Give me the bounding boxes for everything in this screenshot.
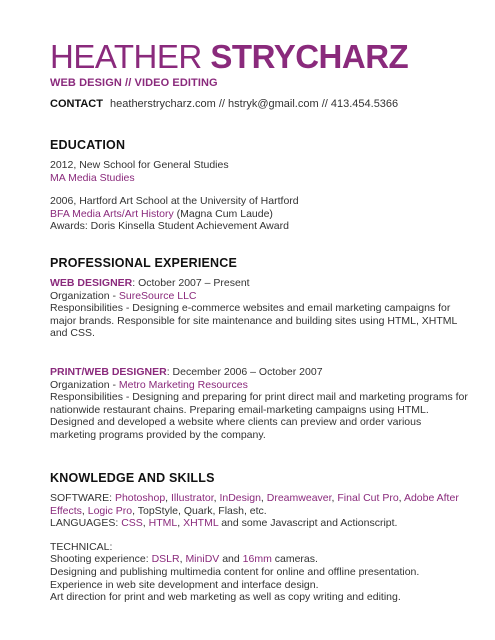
language-item: CSS	[121, 517, 143, 530]
job-title: PRINT/WEB DESIGNER	[50, 365, 167, 378]
job-org-line	[50, 290, 470, 303]
shooting-tail: cameras.	[271, 553, 318, 566]
education-awards: Awards: Doris Kinsella Student Achievement Award	[50, 220, 289, 233]
languages-label: LANGUAGES:	[50, 517, 122, 530]
education-degree-line	[50, 208, 470, 221]
software-item: Final Cut Pro	[337, 492, 399, 504]
tagline: WEB DESIGN // VIDEO EDITING	[50, 77, 218, 89]
software-item: Logic Pro	[87, 504, 133, 517]
software-item: Adobe After Effects	[50, 492, 459, 517]
education-degree: BFA Media Arts/Art History	[50, 207, 174, 220]
technical-line: Designing and publishing multimedia content for online and offline presentation.	[50, 565, 420, 578]
education-honors: (Magna Cum Laude)	[173, 207, 273, 220]
experience-heading: PROFESSIONAL EXPERIENCE	[50, 256, 238, 270]
software-item: InDesign	[219, 492, 261, 504]
software-label: SOFTWARE:	[50, 492, 115, 504]
shooting-line	[50, 553, 470, 566]
first-name: HEATHER	[50, 38, 202, 75]
education-entry-line: 2012, New School for General Studies	[50, 159, 229, 171]
job-dates: : December 2006 – October 2007	[166, 365, 323, 378]
job-org: SureSource LLC	[118, 289, 197, 302]
software-tail: , TopStyle, Quark, Flash, etc.	[132, 504, 267, 517]
technical-line: Art direction for print and web marketing as well as copy writing and editing.	[50, 591, 401, 604]
camera-item: MiniDV	[185, 553, 220, 566]
job-org: Metro Marketing Resources	[118, 378, 248, 391]
job-org-label: Organization -	[50, 378, 119, 391]
name-heading	[50, 40, 470, 74]
education-heading: EDUCATION	[50, 138, 126, 152]
camera-item: 16mm	[242, 553, 272, 566]
contact-text: heatherstrycharz.com // hstryk@gmail.com // 413.454.5366	[110, 98, 399, 110]
job-org-label: Organization -	[50, 289, 119, 302]
job-dates: : October 2007 – Present	[132, 277, 250, 289]
language-item: XHTML	[183, 517, 219, 530]
last-name: STRYCHARZ	[210, 38, 409, 75]
job-title-line	[50, 277, 470, 290]
education-degree: MA Media Studies	[50, 171, 135, 184]
language-item: HTML	[148, 517, 178, 530]
job-title-line	[50, 366, 470, 379]
education-section	[50, 138, 470, 233]
job-entry	[50, 277, 470, 340]
shooting-prefix: Shooting experience:	[50, 553, 152, 566]
job-org-line	[50, 379, 470, 392]
software-item: Photoshop	[114, 492, 166, 504]
resume-page	[50, 38, 470, 604]
separator: and	[219, 553, 243, 566]
contact-label: CONTACT	[50, 98, 103, 110]
technical-line: Experience in web site development and interface design.	[50, 578, 319, 591]
job-responsibilities: Responsibilities - Designing and preparing for print direct mail and marketing programs for nationwide restaurant chains. Preparing email-marketing campaigns using HTML. Designed and developed a website where clients can preview and order various marketing programs provided by the company.	[50, 391, 468, 441]
languages-line: LANGUAGES: CSS, HTML, XHTML and some Javascript and Actionscript.	[50, 517, 398, 530]
software-item: Dreamweaver	[266, 492, 332, 504]
separator: ,	[179, 553, 186, 566]
education-entry-line: 2006, Hartford Art School at the University of Hartford	[50, 195, 299, 208]
contact-line	[50, 98, 470, 110]
technical-label: TECHNICAL:	[50, 540, 113, 553]
job-title: WEB DESIGNER	[50, 277, 133, 289]
job-entry	[50, 366, 470, 442]
camera-item: DSLR	[151, 553, 180, 566]
software-item: Illustrator	[171, 492, 214, 504]
skills-section	[50, 471, 470, 604]
experience-section	[50, 256, 470, 442]
languages-tail: and some Javascript and Actionscript.	[218, 517, 398, 530]
resume-header	[50, 40, 470, 110]
skills-heading: KNOWLEDGE AND SKILLS	[50, 471, 215, 485]
job-responsibilities: Responsibilities - Designing e-commerce websites and email marketing campaigns for major brands. Responsible for site maintenance and building sites using HTML, XHTML and CSS.	[50, 302, 457, 340]
software-line: SOFTWARE: Photoshop, Illustrator, InDesign, Dreamweaver, Final Cut Pro, Adobe After Effects, Logic Pro, TopStyle, Quark, Flash, etc.	[50, 492, 459, 517]
